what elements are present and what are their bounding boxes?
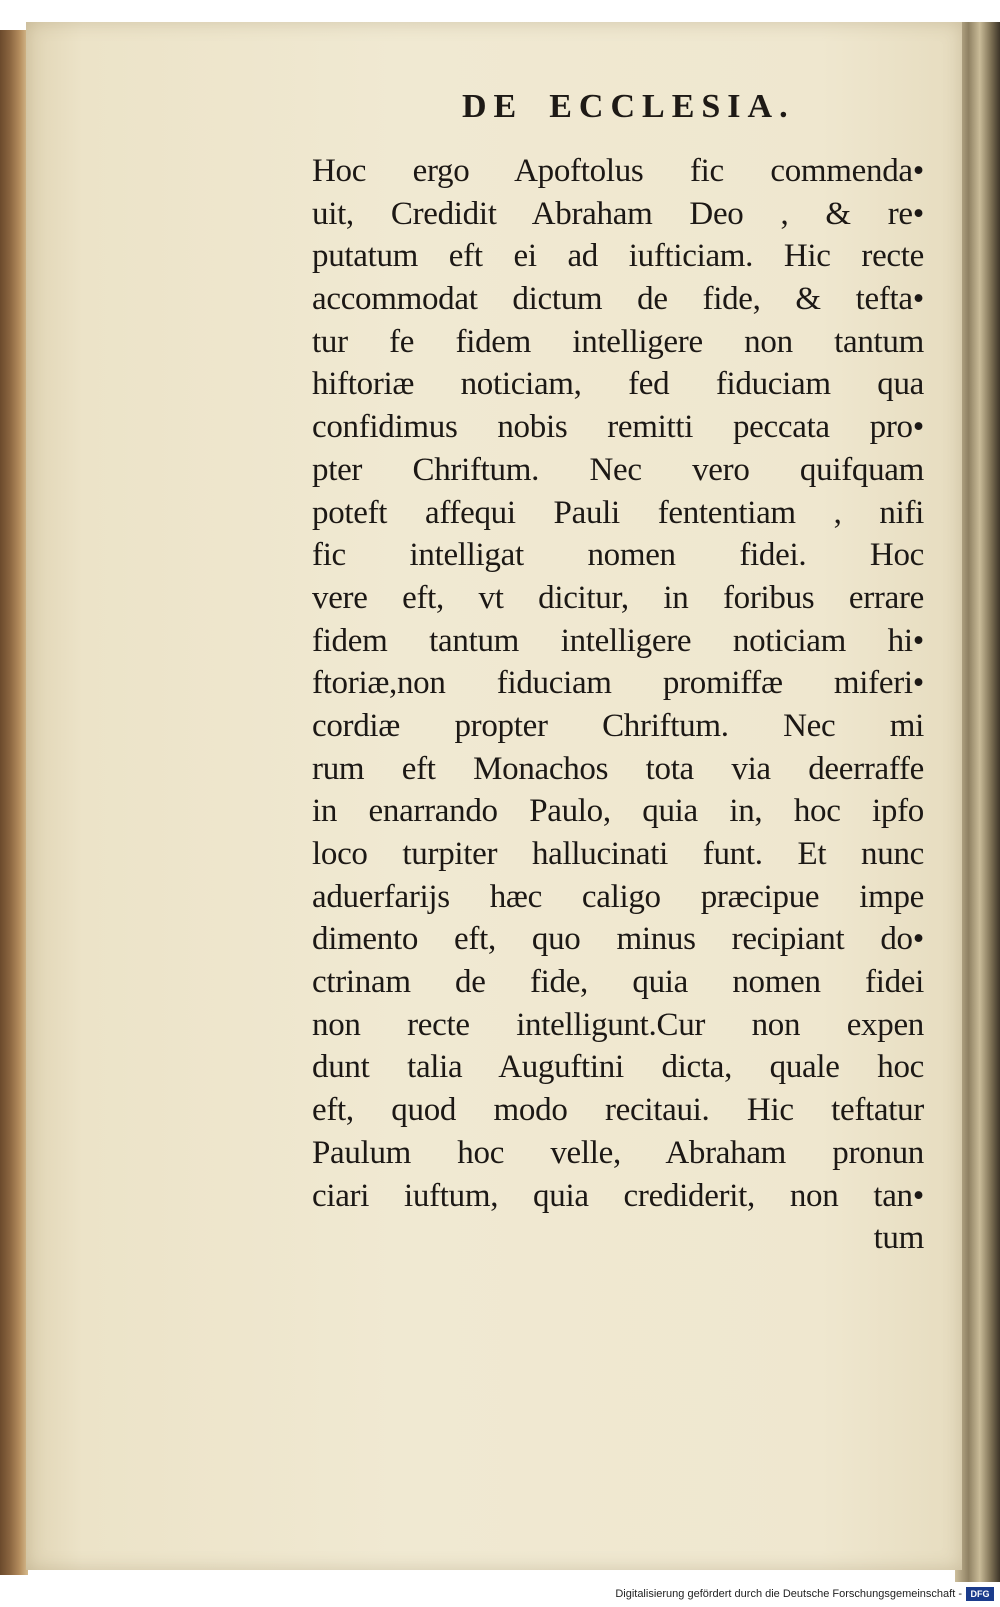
- text-line: dimento eft, quo minus recipiant do•: [312, 921, 924, 958]
- text-line: fidem tantum intelligere noticiam hi•: [312, 622, 924, 659]
- running-header: [462, 88, 795, 126]
- text-line: confidimus nobis remitti peccata pro•: [312, 409, 924, 446]
- text-line: uit, Credidit Abraham Deo , & re•: [312, 195, 924, 232]
- text-line: non recte intelligunt.Cur non expen: [312, 1006, 924, 1043]
- text-line: pter Chriftum. Nec vero quifquam: [312, 451, 924, 488]
- page-body-text: [312, 150, 924, 1260]
- text-line: Hoc ergo Apoftolus fic commenda•: [312, 153, 924, 189]
- running-header-word-2: ECCLESIA.: [549, 88, 795, 125]
- dfg-logo-icon: DFG: [966, 1587, 994, 1601]
- text-line: accommodat dictum de fide, & tefta•: [312, 281, 924, 318]
- text-line: dunt talia Auguftini dicta, quale hoc: [312, 1049, 924, 1086]
- text-line: eft, quod modo recitaui. Hic teftatur: [312, 1092, 924, 1129]
- text-line: ctrinam de fide, quia nomen fidei: [312, 964, 924, 1001]
- text-line: loco turpiter hallucinati funt. Et nunc: [312, 836, 924, 872]
- text-line: cordiæ propter Chriftum. Nec mi: [312, 707, 924, 744]
- text-line: hiftoriæ noticiam, fed fiduciam qua: [312, 366, 924, 403]
- text-line: fic intelligat nomen fidei. Hoc: [312, 537, 924, 574]
- text-line: putatum eft ei ad iufticiam. Hic recte: [312, 238, 924, 275]
- text-line: rum eft Monachos tota via deerraffe: [312, 750, 924, 787]
- text-line: aduerfarijs hæc caligo præcipue impe: [312, 878, 924, 915]
- text-line: poteft affequi Pauli fententiam , nifi: [312, 494, 924, 531]
- text-line: vere eft, vt dicitur, in foribus errare: [312, 579, 924, 616]
- running-header-word-1: DE: [462, 88, 524, 125]
- catchword: tum: [873, 1220, 924, 1257]
- funding-credit: Digitalisierung gefördert durch die Deutsche Forschungsgemeinschaft -: [615, 1588, 962, 1600]
- text-line: in enarrando Paulo, quia in, hoc ipfo: [312, 793, 924, 830]
- text-line: ciari iuftum, quia crediderit, non tan•: [312, 1177, 924, 1214]
- text-line: ftoriæ,non fiduciam promiffæ miferi•: [312, 665, 924, 702]
- text-line: Paulum hoc velle, Abraham pronun: [312, 1134, 924, 1171]
- book-spine: [0, 30, 28, 1575]
- text-line: tur fe fidem intelligere non tantum: [312, 323, 924, 360]
